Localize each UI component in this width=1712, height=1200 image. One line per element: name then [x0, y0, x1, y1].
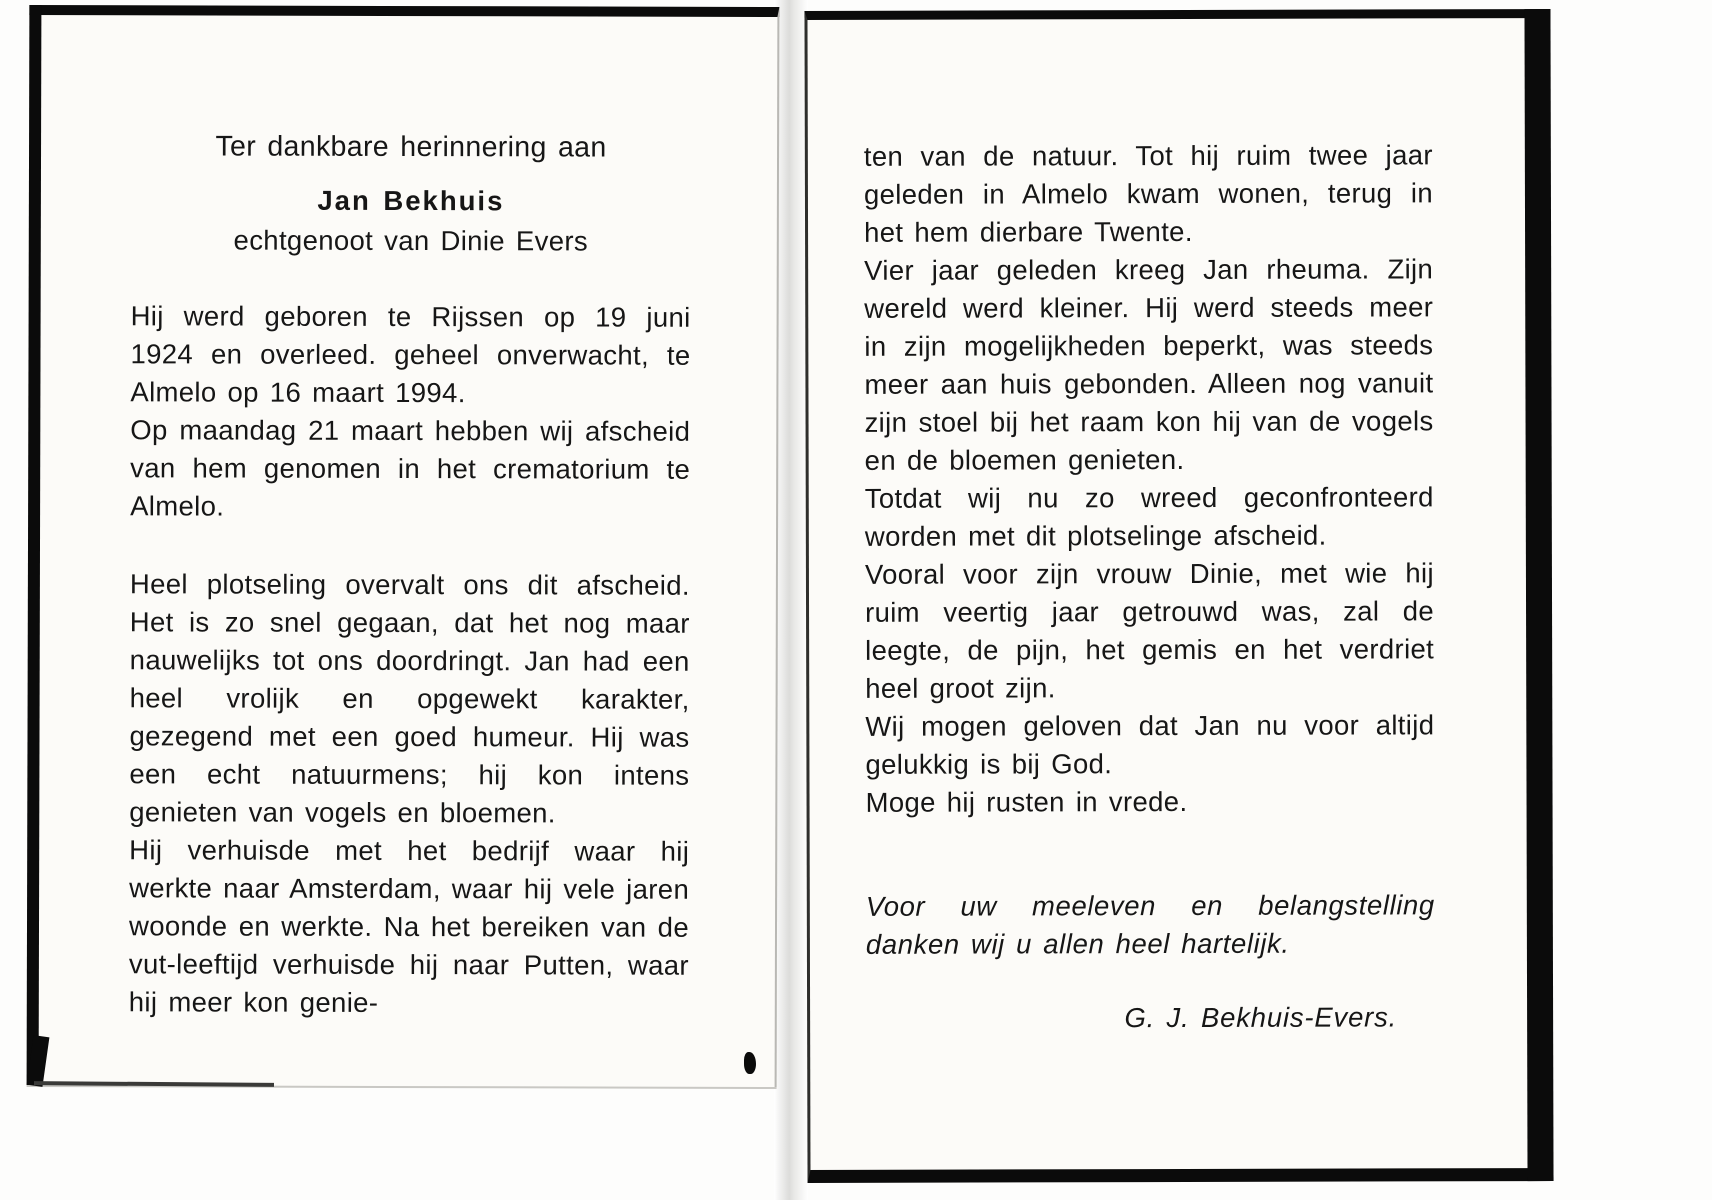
paragraph-farewell-service: Op maandag 21 maart hebben wij afscheid van hem genomen in het crematorium te Almelo.: [130, 414, 691, 522]
right-page-content: [807, 18, 1527, 1038]
paragraph-rest: Moge hij rusten in vrede.: [865, 785, 1188, 818]
memorial-card-right-page: [804, 9, 1553, 1183]
scan-artifact-bottom-edge: [34, 1081, 274, 1087]
left-page-content: [39, 15, 778, 1023]
memorial-card-left-page: [27, 5, 780, 1087]
paragraph-belief: Wij mogen geloven dat Jan nu voor altijd gelukkig is bij God.: [865, 709, 1435, 780]
paragraph-rheuma: Vier jaar geleden kreeg Jan rheuma. Zijn wereld werd kleiner. Hij werd steeds meer in zijn mogelijkheden beperkt, was steeds meer aan huis gebonden. Alleen nog vanuit zijn stoel bij het raam kon hij van de vogels en de bloemen genieten.: [864, 253, 1434, 476]
scan-gutter-shadow: [774, 0, 808, 1200]
paragraph-work-moves: Hij verhuisde met het bedrijf waar hij werkte naar Amsterdam, waar hij vele jaren woonde en werkte. Na het bereiken van de vut-leeftijd verhuisde hij naar Putten, waar hij meer kon genie-: [128, 834, 690, 1018]
scan-artifact-ink-blot: [744, 1052, 756, 1074]
paragraph-nature-twente: ten van de natuur. Tot hij ruim twee jaar geleden in Almelo kwam wonen, terug in het hem dierbare Twente.: [863, 139, 1433, 248]
paragraph-birth-death: Hij werd geboren te Rijssen op 19 juni 1924 en overleed. geheel onverwacht, te Almelo op 16 maart 1994.: [130, 300, 691, 409]
spouse-line: echtgenoot van Dinie Evers: [233, 224, 589, 257]
deceased-name: Jan Bekhuis: [317, 184, 505, 217]
memorial-intro-line: Ter dankbare herinnering aan: [215, 130, 607, 164]
signature: G. J. Bekhuis-Evers.: [1124, 1001, 1398, 1034]
paragraph-confrontation: Totdat wij nu zo wreed geconfronteerd worden met dit plotselinge afscheid.: [864, 481, 1434, 552]
paragraph-wife: Vooral voor zijn vrouw Dinie, met wie hij ruim veertig jaar getrouwd was, zal de leegte, de pijn, het gemis en het verdriet heel groot zijn.: [864, 557, 1435, 704]
paragraph-character: Heel plotseling overvalt ons dit afscheid. Het is zo snel gegaan, dat het nog maar nauwelijks tot ons doordringt. Jan had een heel vrolijk en opgewekt karakter, gezegend met een goed humeur. Hij was een echt natuurmens; hij kon intens genieten van vogels en bloemen.: [129, 568, 690, 829]
closing-thanks: Voor uw meeleven en belangstelling danken wij u allen heel hartelijk.: [865, 889, 1435, 960]
